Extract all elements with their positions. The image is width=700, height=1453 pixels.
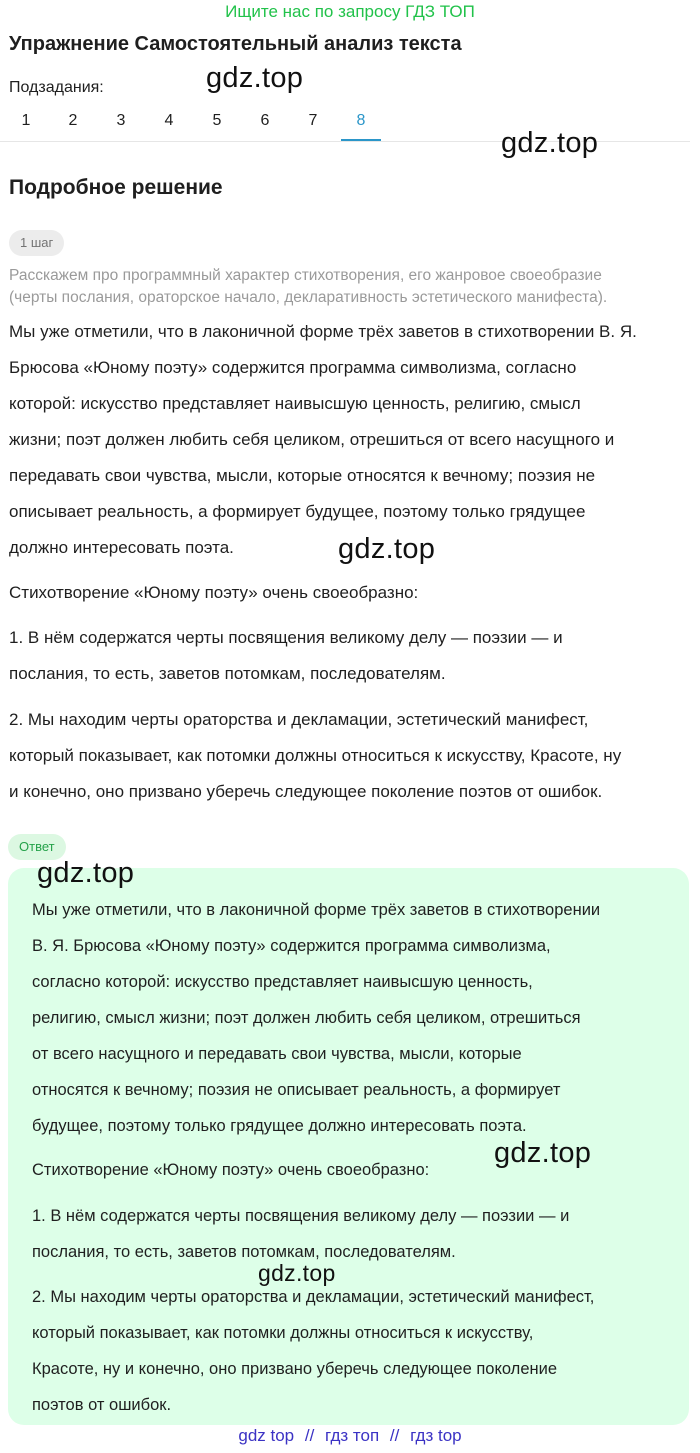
answer-paragraph-4 [32, 1279, 682, 1423]
text-line: должно интересовать поэта. [9, 538, 234, 557]
footer-link-2[interactable]: гдз топ [325, 1426, 380, 1445]
text-line: согласно которой: искусство представляет наивысшую ценность, [32, 973, 533, 991]
text-line: религию, смысл жизни; поэт должен любить себя целиком, отрешиться [32, 1009, 581, 1027]
solution-paragraph-1 [9, 314, 689, 566]
answer-paragraph-3 [32, 1198, 682, 1270]
text-line: жизни; поэт должен любить себя целиком, отрешиться от всего насущного и [9, 430, 615, 449]
tab-5[interactable]: 5 [212, 112, 222, 129]
top-banner[interactable]: Ищите нас по запросу ГДЗ ТОП [225, 2, 475, 21]
footer-separator: // [304, 1426, 315, 1445]
text-line: 1. В нём содержатся черты посвящения великому делу — поэзии — и [9, 628, 563, 647]
tab-6[interactable]: 6 [260, 112, 270, 129]
text-line: В. Я. Брюсова «Юному поэту» содержится программа символизма, [32, 937, 551, 955]
tab-2[interactable]: 2 [68, 112, 78, 129]
text-line: относятся к вечному; поэзия не описывает реальность, а формирует [32, 1081, 561, 1099]
watermark: gdz.top [37, 857, 135, 889]
hint-line: Расскажем про программный характер стихотворения, его жанровое своеобразие [9, 267, 602, 284]
text-line: которой: искусство представляет наивысшую ценность, религию, смысл [9, 394, 581, 413]
watermark: gdz.top [501, 127, 599, 159]
text-line: Стихотворение «Юному поэту» очень своеобразно: [9, 583, 419, 602]
tab-1[interactable]: 1 [21, 112, 31, 129]
footer-link-1[interactable]: gdz top [238, 1426, 295, 1445]
hint-line: (черты послания, ораторское начало, декларативность эстетического манифеста). [9, 289, 608, 306]
solution-paragraph-4 [9, 702, 689, 810]
watermark: gdz.top [206, 62, 304, 94]
solution-paragraph-2 [9, 575, 689, 611]
text-line: Красоте, ну и конечно, оно призвано уберечь следующее поколение [32, 1360, 557, 1378]
text-line: Стихотворение «Юному поэту» очень своеобразно: [32, 1161, 430, 1179]
tab-3[interactable]: 3 [116, 112, 126, 129]
text-line: который показывает, как потомки должны относиться к искусству, [32, 1324, 534, 1342]
text-line: Брюсова «Юному поэту» содержится программа символизма, согласно [9, 358, 577, 377]
text-line: описывает реальность, а формирует будущее, поэтому только грядущее [9, 502, 586, 521]
text-line: от всего насущного и передавать свои чувства, мысли, которые [32, 1045, 522, 1063]
text-line: передавать свои чувства, мысли, которые относятся к вечному; поэзия не [9, 466, 596, 485]
text-line: 2. Мы находим черты ораторства и декламации, эстетический манифест, [32, 1288, 595, 1306]
subtasks-label: Подзадания: [9, 79, 104, 96]
text-line: который показывает, как потомки должны относиться к искусству, Красоте, ну [9, 746, 622, 765]
step-badge: 1 шаг [9, 230, 64, 256]
tab-8-active[interactable]: 8 [341, 104, 381, 141]
text-line: послания, то есть, заветов потомкам, последователям. [32, 1243, 456, 1261]
text-line: поэтов от ошибок. [32, 1396, 172, 1414]
solution-paragraph-3 [9, 620, 689, 692]
answer-badge: Ответ [8, 834, 66, 860]
text-line: будущее, поэтому только грядущее должно интересовать поэта. [32, 1117, 527, 1135]
watermark: gdz.top [494, 1137, 592, 1169]
answer-paragraph-1 [32, 892, 682, 1144]
tab-4[interactable]: 4 [164, 112, 174, 129]
text-line: и конечно, оно призвано уберечь следующее поколение поэтов от ошибок. [9, 782, 603, 801]
solution-title: Подробное решение [9, 176, 223, 199]
text-line: Мы уже отметили, что в лаконичной форме трёх заветов в стихотворении В. Я. [9, 322, 637, 341]
tab-7[interactable]: 7 [308, 112, 318, 129]
watermark: gdz.top [338, 533, 436, 565]
footer-links [0, 1426, 700, 1446]
text-line: послания, то есть, заветов потомкам, последователям. [9, 664, 446, 683]
footer-separator: // [389, 1426, 400, 1445]
text-line: 2. Мы находим черты ораторства и декламации, эстетический манифест, [9, 710, 589, 729]
text-line: 1. В нём содержатся черты посвящения великому делу — поэзии — и [32, 1207, 570, 1225]
exercise-title: Упражнение Самостоятельный анализ текста [9, 33, 462, 55]
watermark: gdz.top [258, 1260, 336, 1286]
text-line: Мы уже отметили, что в лаконичной форме трёх заветов в стихотворении [32, 901, 601, 919]
footer-link-3[interactable]: гдз top [410, 1426, 462, 1445]
step-hint [9, 265, 689, 309]
